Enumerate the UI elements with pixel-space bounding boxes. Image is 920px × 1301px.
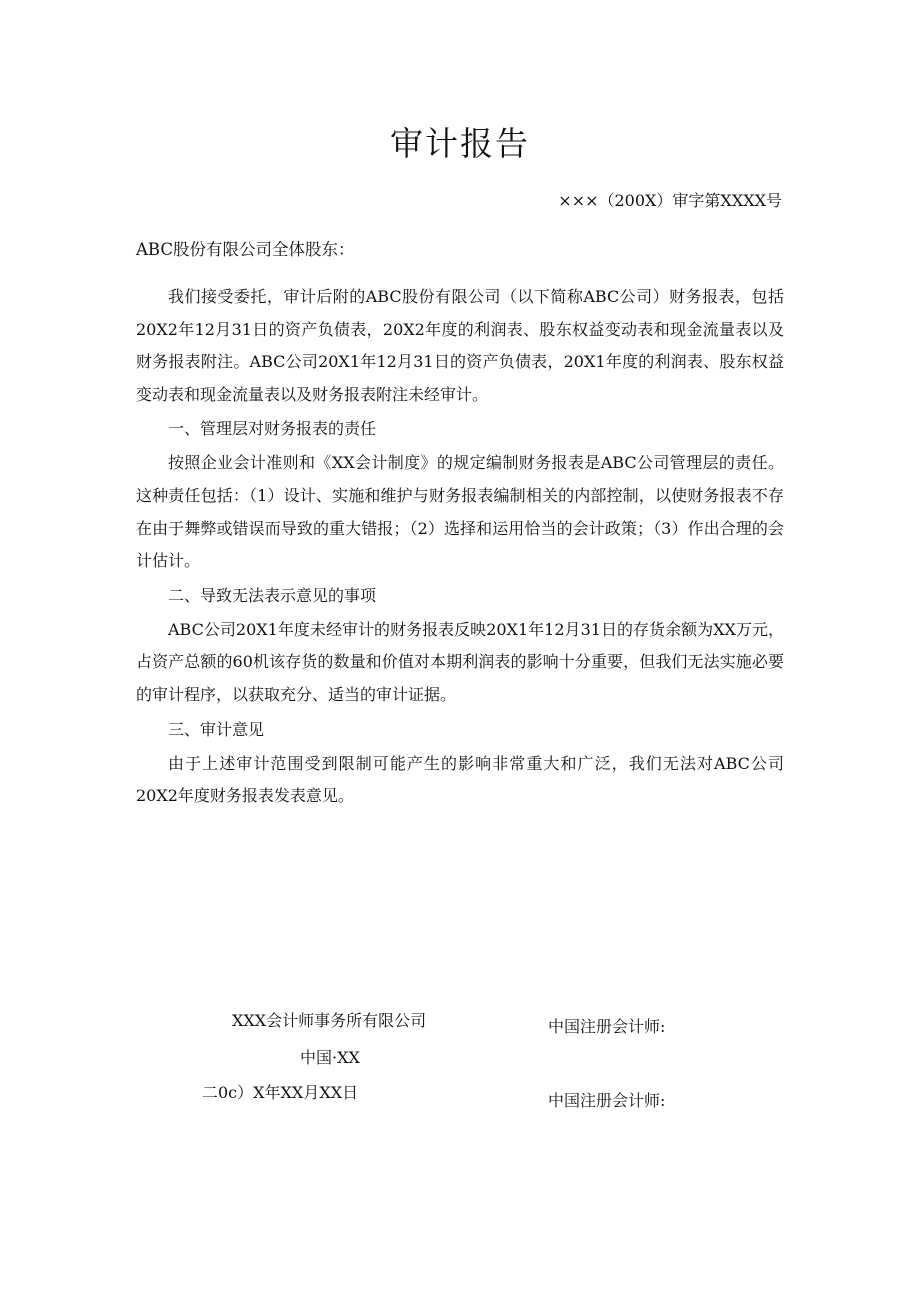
firm-location: 中国·XX [300,1048,360,1067]
cpa-signature-label-2: 中国注册会计师: [548,1091,666,1110]
report-title: 审计报告 [390,124,530,163]
salutation: ABC股份有限公司全体股东： [136,240,355,259]
section-heading-basis-for-disclaimer: 二、导致无法表示意见的事项 [168,585,377,605]
section-text-basis-for-disclaimer: ABC公司20X1年度未经审计的财务报表反映20X1年12月31日的存货余额为XX万元，占资产总额的60机该存货的数量和价值对本期利润表的影响十分重要，但我们无法实施必要的审计程序，以获取充分、适当的审计证据。 [136,619,784,704]
section-text-management-responsibility: 按照企业会计准则和《XX会计制度》的规定编制财务报表是ABC公司管理层的责任。这种责任包括：（1）设计、实施和维护与财务报表编制相关的内部控制，以使财务报表不存在由于舞弊或错误而导致的重大错报；（2）选择和运用恰当的会计政策；（3）作出合理的会计估计。 [136,453,784,571]
cpa-signature-label-1: 中国注册会计师: [548,1017,666,1036]
firm-name: XXX会计师事务所有限公司 [232,1011,427,1030]
section-heading-audit-opinion: 三、审计意见 [168,719,265,739]
report-date: 二0c）X年XX月XX日 [202,1083,359,1102]
intro-paragraph: 我们接受委托，审计后附的ABC股份有限公司（以下简称ABC公司）财务报表，包括20X2年12月31日的资产负债表，20X2年度的利润表、股东权益变动表和现金流量表以及财务报表附注。ABC公司20X1年12月31日的资产负债表，20X1年度的利润表、股东权益变动表和现金流量表以及财务报表附注未经审计。 [136,287,784,404]
report-reference-number: ×××（200X）审字第XXXX号 [558,191,782,210]
report-body [136,281,784,813]
section-text-audit-opinion: 由于上述审计范围受到限制可能产生的影响非常重大和广泛，我们无法对ABC公司20X2年度财务报表发表意见。 [136,753,784,806]
section-heading-management-responsibility: 一、管理层对财务报表的责任 [168,419,377,439]
